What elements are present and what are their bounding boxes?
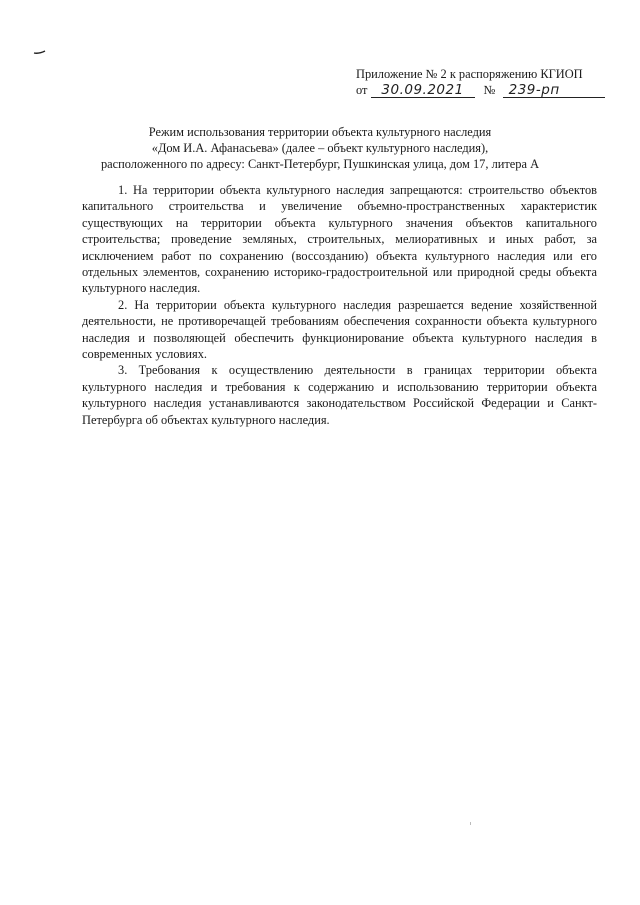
scan-dot: [470, 822, 471, 825]
title-line-3: расположенного по адресу: Санкт-Петербург, Пушкинская улица, дом 17, литера А: [100, 157, 540, 171]
title-line-2: «Дом И.А. Афанасьева» (далее – объект культурного наследия),: [151, 141, 489, 155]
appendix-title: Приложение № 2 к распоряжению КГИОП: [356, 67, 583, 81]
scan-mark: [33, 46, 47, 56]
paragraph-1: 1. На территории объекта культурного наследия запрещаются: строительство объектов капитального строительства и увеличение объемно-пространственных характеристик существующих на территории объекта культурного значения объектов капитального строительства; проведение земляных, строительных, мелиоративных и иных работ, за исключением работ по сохранению (воссозданию) объекта культурного наследия или его отдельных элементов, сохранению историко-градостроительной или природной среды объекта культурного наследия.: [82, 183, 597, 296]
number-label: №: [483, 83, 496, 97]
title-line-1: Режим использования территории объекта культурного наследия: [148, 125, 492, 139]
appendix-date-number: [356, 82, 606, 100]
paragraph-2: 2. На территории объекта культурного наследия разрешается ведение хозяйственной деятельности, не противоречащей требованиям обеспечения сохранности объекта культурного наследия и позволяющей обеспечить функционирование объекта культурного наследия в современных условиях.: [82, 297, 597, 362]
paragraph-3: 3. Требования к осуществлению деятельности в границах территории объекта культурного наследия и требования к содержанию и использованию территории объекта культурного наследия устанавливаются законодательством Российской Федерации и Санкт-Петербурга об объектах культурного наследия.: [82, 363, 597, 427]
document-title: [70, 124, 570, 172]
document-body: [82, 182, 597, 428]
order-number: 239-рп: [503, 83, 605, 98]
appendix-header: [356, 66, 606, 100]
from-label: от: [356, 83, 368, 97]
order-date: 30.09.2021: [371, 83, 475, 98]
